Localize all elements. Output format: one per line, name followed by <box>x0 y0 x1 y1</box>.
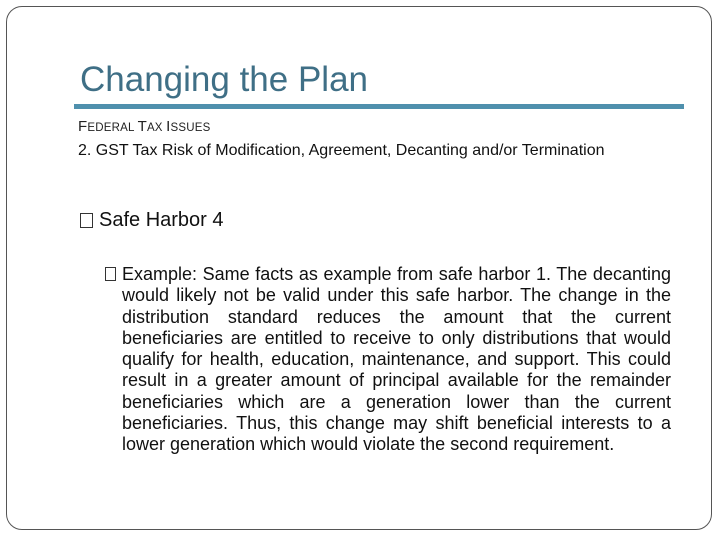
bullet-example <box>105 264 671 456</box>
title-divider <box>74 104 684 109</box>
square-bullet-icon <box>105 267 116 281</box>
subheading-small-caps: SSUES <box>170 122 211 134</box>
bullet-safe-harbor-label: Safe Harbor 4 <box>99 209 224 231</box>
subheading-cap-t: T <box>137 118 147 135</box>
subheading-small-caps: EDERAL <box>87 122 138 134</box>
bullet-safe-harbor <box>80 209 224 232</box>
subheading-cap-i: I <box>166 118 171 135</box>
slide-title: Changing the Plan <box>80 60 368 99</box>
subheading-cap-f: F <box>78 118 88 135</box>
intro-paragraph: 2. GST Tax Risk of Modification, Agreement, Decanting and/or Termination <box>78 142 605 159</box>
bullet-example-text: Example: Same facts as example from safe harbor 1. The decanting would likely not be valid under this safe harbor. The change in the distribution standard reduces the amount that the current beneficiaries are entitled to receive to only distributions that would qualify for health, education, maintenance, and support. This could result in a greater amount of principal available for the remainder beneficiaries which are a generation lower than the current beneficiaries. Thus, this change may shift beneficial interests to a lower generation which would violate the second requirement. <box>122 264 671 455</box>
subheading-small-caps: AX <box>146 122 167 134</box>
section-subheading <box>78 118 210 135</box>
square-bullet-icon <box>80 213 93 228</box>
